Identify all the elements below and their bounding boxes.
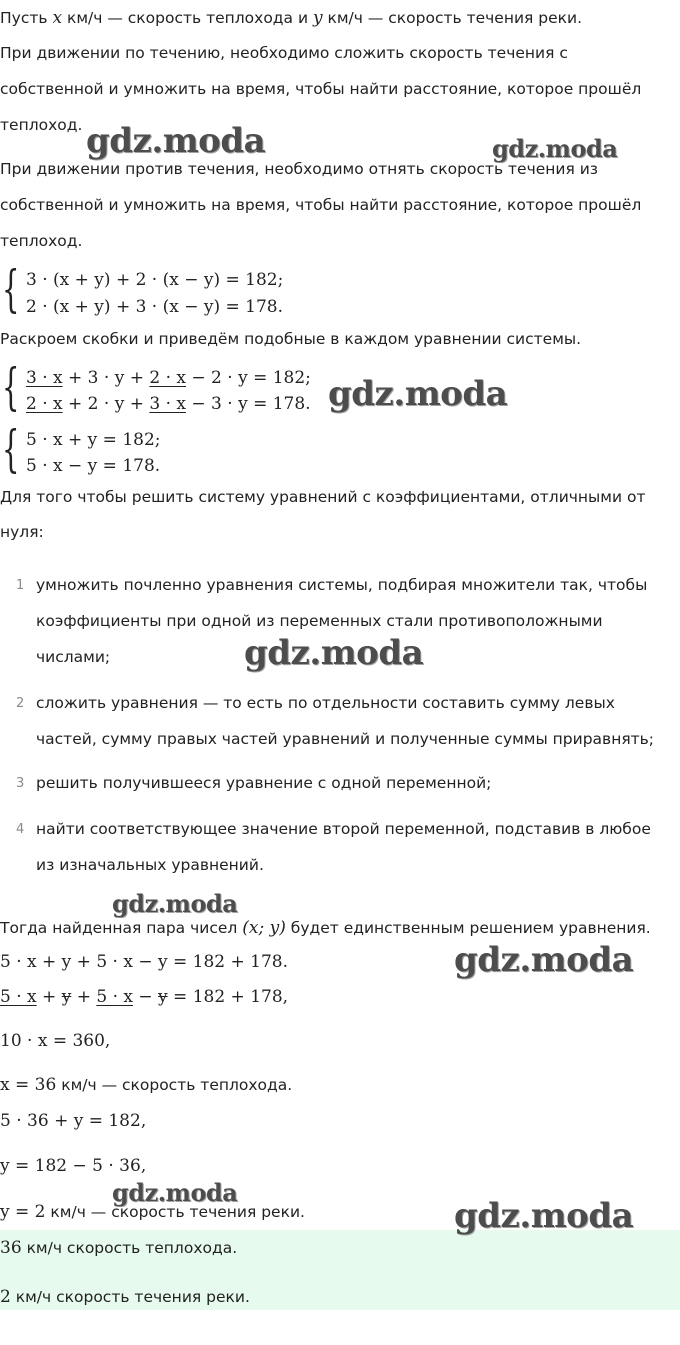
watermark-logo: gdz.moda — [112, 1178, 238, 1207]
step-text: частей, сумму правых частей уравнений и полученные суммы приравнять; — [36, 730, 655, 748]
paragraph-line: нуля: — [0, 523, 44, 541]
watermark-logo: gdz.moda — [454, 1196, 634, 1236]
step-number: 3 — [16, 776, 25, 791]
watermark-logo: gdz.moda — [454, 940, 634, 980]
system2-eq2: 2 · x + 2 · y + 3 · x − 3 · y = 178. — [26, 394, 311, 414]
system3-eq1: 5 · x + y = 182; — [26, 430, 161, 450]
watermark-logo: gdz.moda — [244, 633, 424, 673]
watermark-logo: gdz.moda — [328, 374, 508, 414]
answer-line: 2 км/ч скорость течения реки. — [0, 1287, 250, 1307]
paragraph-line: Раскроем скобки и приведём подобные в каждом уравнении системы. — [0, 330, 582, 348]
intro-line: Пусть x км/ч — скорость теплохода и y км/ч — скорость течения реки. — [0, 8, 583, 28]
paragraph-line: При движении против течения, необходимо отнять скорость течения из — [0, 160, 599, 178]
system-brace: { — [2, 260, 20, 318]
watermark-logo: gdz.moda — [112, 889, 238, 918]
system1-eq2: 2 · (x + y) + 3 · (x − y) = 178. — [26, 297, 284, 317]
step-text: умножить почленно уравнения системы, подбирая множители так, чтобы — [36, 576, 648, 594]
calc-line: y = 2 км/ч — скорость течения реки. — [0, 1202, 305, 1222]
calc-line: 5 · x + y + 5 · x − y = 182 + 178. — [0, 952, 288, 972]
paragraph-line: теплоход. — [0, 116, 83, 134]
step-text: найти соответствующее значение второй переменной, подставив в любое — [36, 820, 651, 838]
conclusion-line: Тогда найденная пара чисел (x; y) будет единственным решением уравнения. — [0, 918, 651, 938]
step-text: сложить уравнения — то есть по отдельности составить сумму левых — [36, 694, 615, 712]
calc-line: 5 · 36 + y = 182, — [0, 1111, 147, 1131]
watermark-logo: gdz.moda — [86, 121, 266, 161]
paragraph-line: собственной и умножить на время, чтобы найти расстояние, которое прошёл — [0, 196, 642, 214]
system3-eq2: 5 · x − y = 178. — [26, 456, 161, 476]
calc-line: 5 · x + y + 5 · x − y = 182 + 178, — [0, 987, 289, 1007]
calc-line: y = 182 − 5 · 36, — [0, 1156, 147, 1176]
system1-eq1: 3 · (x + y) + 2 · (x − y) = 182; — [26, 270, 284, 290]
answer-line: 36 км/ч скорость теплохода. — [0, 1238, 238, 1258]
step-number: 2 — [16, 696, 25, 711]
system2-eq1: 3 · x + 3 · y + 2 · x − 2 · y = 182; — [26, 368, 311, 388]
system-brace: { — [2, 358, 20, 416]
step-number: 1 — [16, 578, 25, 593]
calc-line: 10 · x = 360, — [0, 1031, 111, 1051]
step-text: из изначальных уравнений. — [36, 856, 264, 874]
step-text: коэффициенты при одной из переменных стали противоположными — [36, 612, 603, 630]
step-text: числами; — [36, 648, 111, 666]
paragraph-line: При движении по течению, необходимо сложить скорость течения с — [0, 44, 568, 62]
paragraph-line: собственной и умножить на время, чтобы найти расстояние, которое прошёл — [0, 80, 642, 98]
paragraph-line: Для того чтобы решить систему уравнений с коэффициентами, отличными от — [0, 488, 646, 506]
calc-line: x = 36 км/ч — скорость теплохода. — [0, 1075, 293, 1095]
system-brace: { — [2, 420, 20, 478]
watermark-logo: gdz.moda — [492, 134, 618, 163]
step-text: решить получившееся уравнение с одной переменной; — [36, 774, 492, 792]
paragraph-line: теплоход. — [0, 232, 83, 250]
step-number: 4 — [16, 822, 25, 837]
